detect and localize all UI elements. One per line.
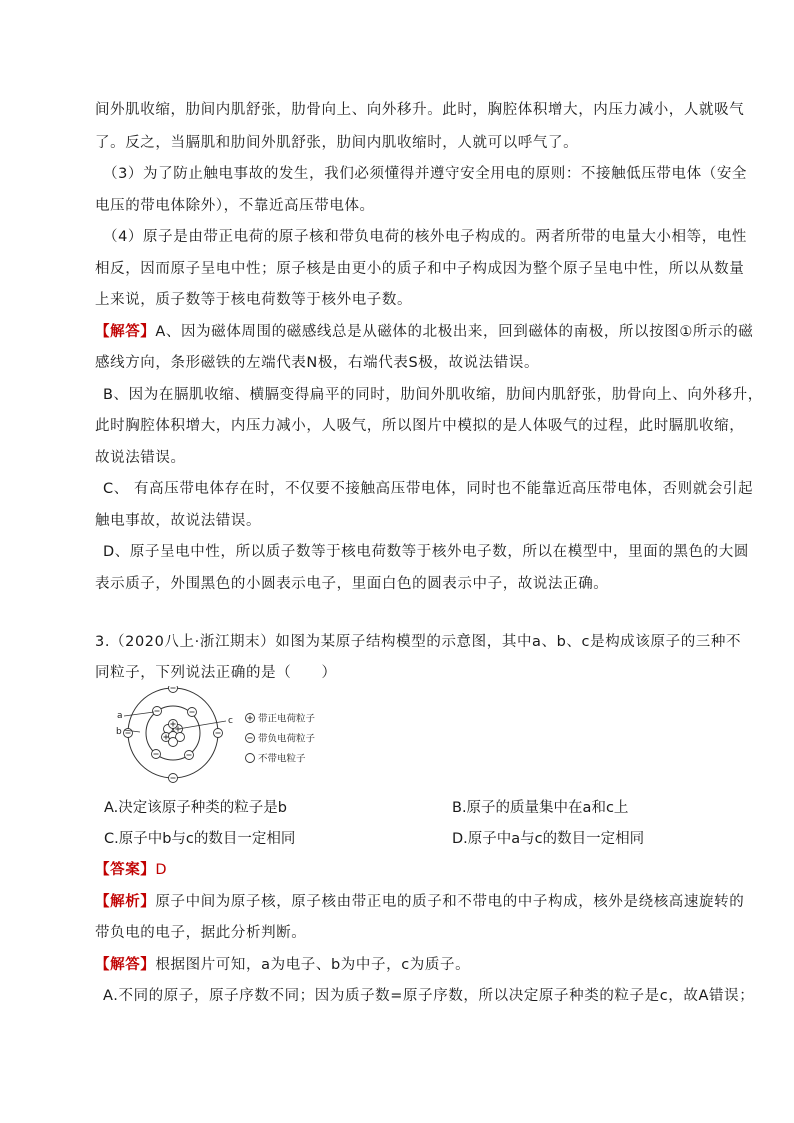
label-c: c bbox=[228, 716, 233, 726]
text-line: B、因为在膈肌收缩、横膈变得扁平的同时，肋间外肌收缩，肋间内肌舒张，肋骨向上、向外移升， bbox=[103, 387, 763, 403]
answer-tag: 【答案】 bbox=[95, 862, 156, 878]
text-line: 带负电的电子，据此分析判断。 bbox=[95, 925, 307, 941]
analysis-tag: 【解析】 bbox=[95, 894, 156, 910]
text-line: A.不同的原子，原子序数不同；因为质子数=原子序数，所以决定原子种类的粒子是c，故A错误； bbox=[103, 988, 755, 1004]
legend-positive: 带正电荷粒子 bbox=[258, 713, 316, 725]
text-line: 上来说，质子数等于核电荷数等于核外电子数。 bbox=[95, 292, 413, 308]
answer-line bbox=[95, 322, 753, 342]
text-line: 相反，因而原子呈电中性；原子核是由更小的质子和中子构成因为整个原子呈电中性，所以从数量 bbox=[95, 261, 745, 277]
question-stem: 同粒子，下列说法正确的是（ ） bbox=[95, 665, 337, 681]
nucleus bbox=[162, 720, 185, 747]
text-line: 感线方向，条形磁铁的左端代表N极，右端代表S极，故说法错误。 bbox=[95, 355, 540, 371]
text-line: 电压的带电体除外），不靠近高压带电体。 bbox=[95, 198, 375, 214]
answer-value: D bbox=[155, 862, 168, 878]
analysis-line bbox=[95, 892, 744, 912]
legend-neutral: 不带电粒子 bbox=[258, 753, 306, 765]
text-line: （4）原子是由带正电荷的原子核和带负电荷的核外电子构成的。两者所带的电量大小相等，电性 bbox=[103, 229, 748, 245]
text-line: （3）为了防止触电事故的发生，我们必须懂得并遵守安全用电的原则：不接触低压带电体（安全 bbox=[103, 166, 748, 182]
text-line: D、原子呈电中性，所以质子数等于核电荷数等于核外电子数，所以在模型中，里面的黑色的大圆 bbox=[103, 544, 749, 560]
solution-tag: 【解答】 bbox=[95, 957, 156, 973]
legend bbox=[246, 713, 316, 765]
neutral-particle-icon bbox=[246, 754, 255, 763]
atom-diagram bbox=[112, 686, 344, 792]
label-a: a bbox=[117, 711, 123, 721]
analysis-text: 原子中间为原子核，原子核由带正电的质子和不带电的中子构成，核外是绕核高速旋转的 bbox=[155, 894, 745, 910]
text-line: 触电事故，故说法错误。 bbox=[95, 513, 262, 529]
text-line: 故说法错误。 bbox=[95, 450, 186, 466]
answer-text: A、因为磁体周围的磁感线总是从磁体的北极出来，回到磁体的南极，所以按图①所示的磁 bbox=[155, 324, 754, 340]
question-stem: 3.（2020八上·浙江期末）如图为某原子结构模型的示意图，其中a、b、c是构成该原子的三种不 bbox=[95, 634, 742, 650]
text-line: 了。反之，当膈肌和肋间外肌舒张，肋间内肌收缩时，人就可以呼气了。 bbox=[95, 135, 579, 151]
option-c: C.原子中b与c的数目一定相同 bbox=[104, 831, 296, 847]
text-line: 间外肌收缩，肋间内肌舒张，肋骨向上、向外移升。此时，胸腔体积增大，内压力减小，人就吸气 bbox=[95, 102, 745, 118]
answer-line bbox=[95, 860, 167, 880]
option-b: B.原子的质量集中在a和c上 bbox=[452, 800, 629, 816]
solution-text: 根据图片可知，a为电子、b为中子，c为质子。 bbox=[155, 957, 471, 973]
text-line: 此时胸腔体积增大，内压力减小，人吸气，所以图片中模拟的是人体吸气的过程，此时膈肌收缩， bbox=[95, 418, 745, 434]
label-b: b bbox=[116, 727, 122, 737]
solution-line bbox=[95, 955, 470, 975]
option-d: D.原子中a与c的数目一定相同 bbox=[452, 831, 645, 847]
legend-negative: 带负电荷粒子 bbox=[258, 733, 316, 745]
option-a: A.决定该原子种类的粒子是b bbox=[104, 800, 287, 816]
answer-tag: 【解答】 bbox=[95, 324, 156, 340]
text-line: 表示质子，外围黑色的小圆表示电子，里面白色的圆表示中子，故说法正确。 bbox=[95, 576, 609, 592]
text-line: C、 有高压带电体存在时，不仅要不接触高压带电体，同时也不能靠近高压带电体，否则就会引起 bbox=[103, 481, 754, 497]
